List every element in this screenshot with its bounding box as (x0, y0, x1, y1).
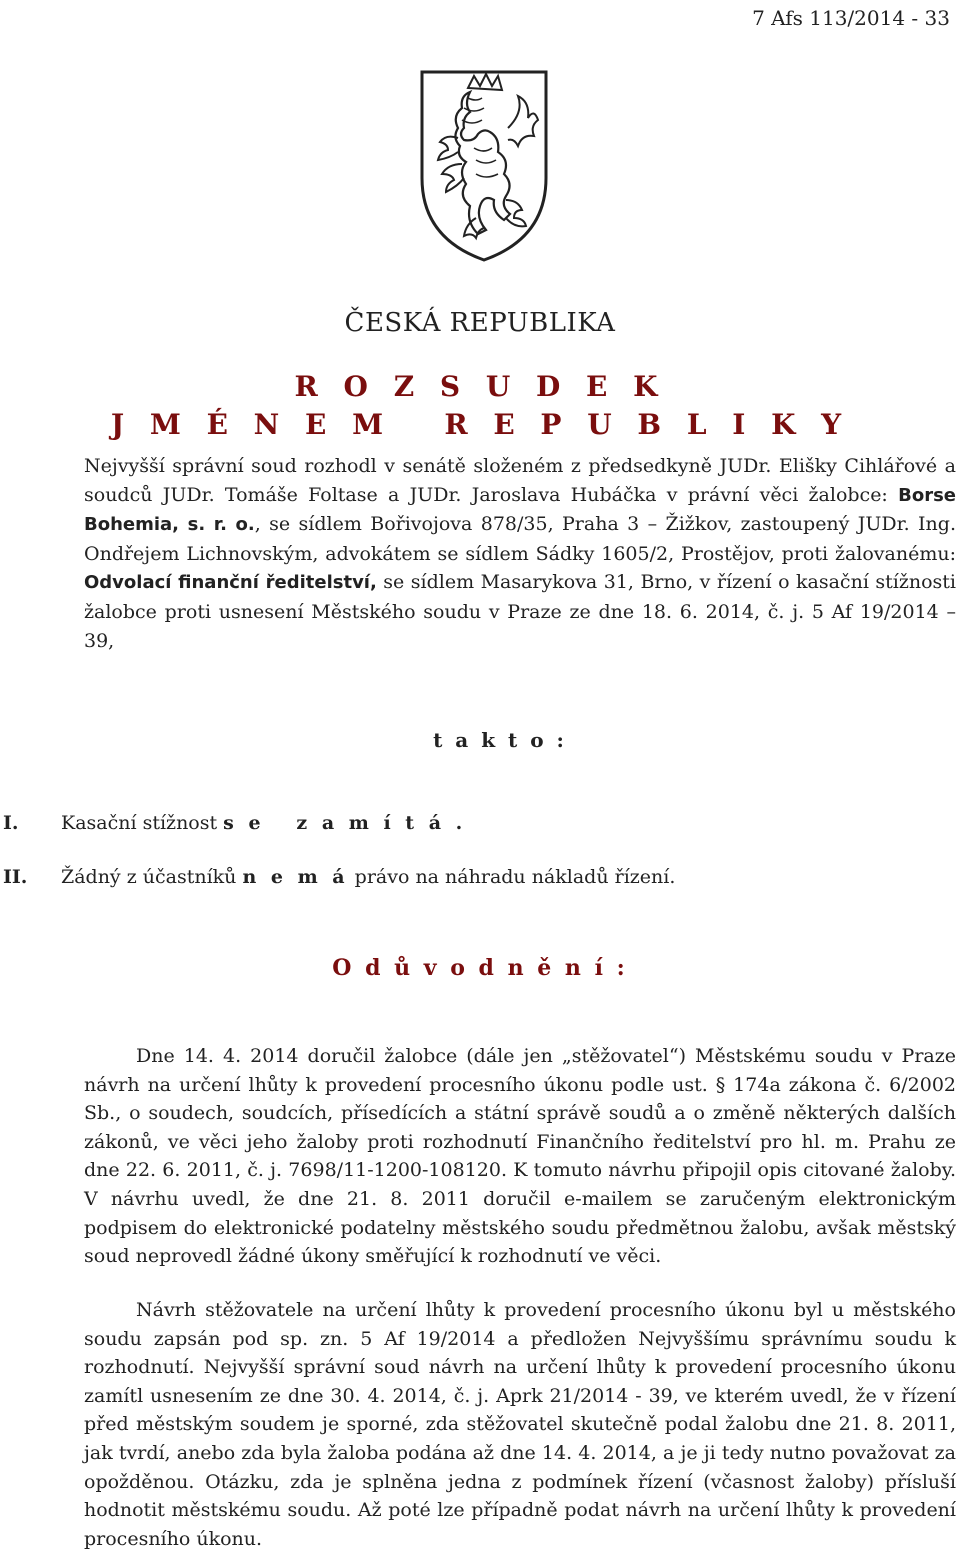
reasoning-heading: O d ů v o d n ě n í : (332, 955, 628, 981)
defendant-name: Odvolací finanční ředitelství, (84, 572, 377, 594)
intro-text-1: Nejvyšší správní soud rozhodl v senátě složeném z předsedkyně JUDr. Elišky Cihlářové a soudců JUDr. Tomáše Foltase a JUDr. Jaroslava Hubáčka v právní věci žalobce: (84, 455, 956, 506)
intro-text-2: , se sídlem Bořivojova 878/35, Praha 3 – Žižkov, zastoupený JUDr. Ing. Ondřejem Lichnovským, advokátem se sídlem Sádky 1605/2, Prostějov, proti žalovanému: (84, 513, 956, 565)
reasoning-paragraph-1: Dne 14. 4. 2014 doručil žalobce (dále jen „stěžovatel“) Městskému soudu v Praze návrh na určení lhůty k provedení procesního úkonu podle ust. § 174a zákona č. 6/2002 Sb., o soudech, soudcích, přísedících a státní správě soudů a o změně některých dalších zákonů, ve věci jeho žaloby proti rozhodnutí Finančního ředitelství pro hl. m. Prahu ze dne 22. 6. 2011, č. j. 7698/11-1200-108120. K tomuto návrhu připojil opis citované žaloby. V návrhu uvedl, že dne 21. 8. 2011 doručil e-mailem se zaručeným elektronickým podpisem do elektronické podatelny městského soudu předmětnou žalobu, avšak městský soud neprovedl žádné úkony směřující k rozhodnutí ve věci. (84, 1045, 956, 1268)
case-reference: 7 Afs 113/2014 - 33 (752, 6, 950, 30)
verdict-emphasis: n e m á (242, 866, 349, 888)
verdict-emphasis: s e z a m í t á . (223, 812, 467, 834)
intro-text-3: se sídlem Masarykova 31, Brno, v řízení o kasační stížnosti žalobce proti usnesení Městského soudu v Praze ze dne 18. 6. 2014, č. j. 5 Af 19/2014 – 39, (84, 571, 956, 652)
reasoning-paragraph-2: Návrh stěžovatele na určení lhůty k provedení procesního úkonu byl u městského soudu zapsán pod sp. zn. 5 Af 19/2014 a předložen Nejvyššímu správnímu soudu k rozhodnutí. Nejvyšší správní soud návrh na určení lhůty k provedení procesního úkonu zamítl usnesením ze dne 30. 4. 2014, č. j. Aprk 21/2014 - 39, ve kterém uvedl, že v řízení před městským soudem je sporné, zda stěžovatel skutečně podal žalobu dne 21. 8. 2011, jak tvrdí, anebo zda byla žaloba podána až dne 14. 4. 2014, a je ji tedy nutno považovat za opožděnou. Otázku, zda je splněna jedna z podmínek řízení (včasnost žaloby) přísluší hodnotit městskému soudu. Až poté lze případně podat návrh na určení lhůty k provedení procesního úkonu. (84, 1299, 956, 1550)
intro-paragraph (84, 452, 956, 655)
verdict-item-1 (3, 812, 466, 834)
verdict-number: II. (3, 866, 28, 888)
verdict-text-post: právo na náhradu nákladů řízení. (348, 866, 676, 888)
verdict-text: Žádný z účastníků (61, 866, 243, 888)
judgment-subheading: J M É N E M R E P U B L I K Y (110, 408, 850, 441)
verdict-number: I. (3, 812, 19, 834)
plaintiff-name: Borse Bohemia, s. r. o. (84, 484, 956, 536)
verdict-item-2 (3, 866, 675, 888)
verdict-text: Kasační stížnost (61, 812, 224, 834)
state-name: ČESKÁ REPUBLIKA (344, 308, 616, 338)
judgment-heading: R O Z S U D E K (294, 370, 666, 403)
takto-heading: t a k t o : (433, 728, 567, 752)
czech-lion-emblem-icon (418, 68, 550, 263)
